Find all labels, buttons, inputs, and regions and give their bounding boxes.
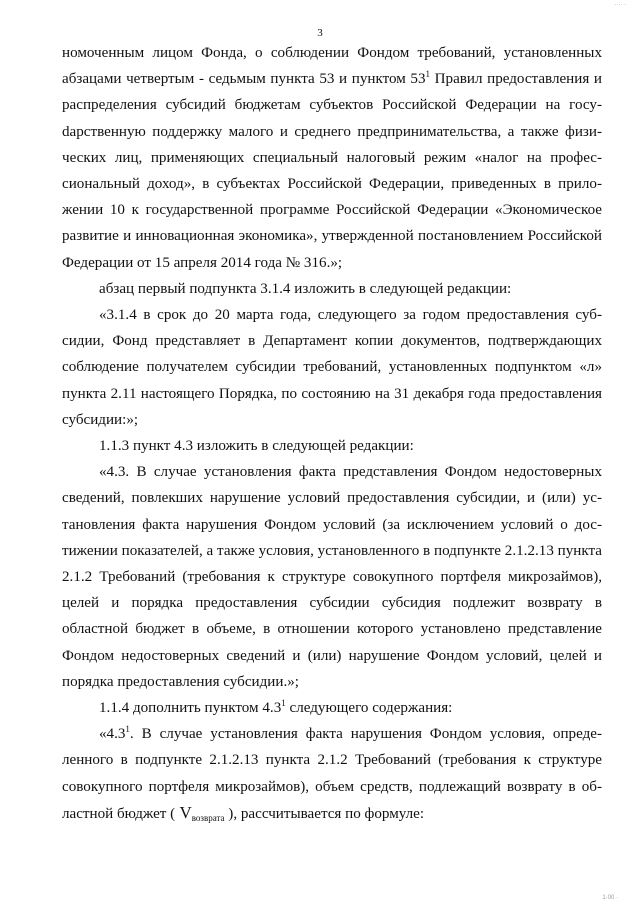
paragraph-text: ), рассчитывается по формуле:: [224, 805, 425, 822]
paragraph-item-1-1-4: [62, 695, 602, 721]
document-body: [62, 40, 602, 827]
formula-variable: [175, 803, 224, 822]
variable-subscript: возврата: [191, 812, 225, 823]
paragraph-text: Правил предоставления и распределения субсидий бюджетам субъектов Российской Федерации на госуdарственную поддержку малого и среднего предпринимательства, а также физических лиц, применяющих специальный налоговый режим «налог на профессиональный доход», в субъектах Российской Федерации, приведенных в приложении 10 к государственной программе Российской Федерации «Экономическое развитие и инновационная экономика», утвержденной постановлением Российской Федерации от 15 апреля 2014 года № 316.»;: [62, 71, 602, 271]
scan-mark-bottom: 1·00 ·: [602, 895, 618, 901]
scan-mark-top: ···· ·: [614, 2, 626, 8]
paragraph-quote-4-3-1: [62, 721, 602, 827]
paragraph-continuation: [62, 40, 602, 276]
page-number: 3: [317, 27, 323, 39]
paragraph-text: . В случае установления факта нарушения Фондом условия, определенного в подпункте 2.1.2.13 пункта 2.1.2 Требований (требования к структуре совокупного портфеля микрозаймов), объем средств, подлежащий возврату в областной бюджет (: [62, 726, 602, 822]
superscript: 1: [125, 724, 130, 735]
paragraph-item-1-1-3: 1.1.3 пункт 4.3 изложить в следующей редакции:: [99, 438, 414, 455]
paragraph-text: следующего содержания:: [285, 700, 453, 717]
paragraph-instruction: абзац первый подпункта 3.1.4 изложить в следующей редакции:: [99, 280, 512, 297]
paragraph-quote-3-1-4: «3.1.4 в срок до 20 марта года, следующего за годом предоставления субсидии, Фонд представляет в Департамент копии документов, подтверждающих соблюдение получателем субсидии требований, установленных подпунктом «л» пункта 2.11 настоящего Порядка, по состоянию на 31 декабря года предоставления субсидии:»;: [62, 307, 602, 428]
paragraph-text: 1.1.4 дополнить пунктом 4.3: [99, 700, 282, 717]
superscript: 1: [281, 698, 286, 709]
paragraph-text: номоченным лицом Фонда, о соблюдении Фондом требований, установленных абзацами четвертым - седьмым пункта 53 и пунктом 53: [62, 45, 602, 88]
variable-symbol: V: [179, 802, 192, 822]
superscript: 1: [425, 69, 430, 80]
paragraph-text: «4.3: [99, 726, 126, 743]
paragraph-quote-4-3: «4.3. В случае установления факта представления Фондом недостоверных сведений, повлекших нарушение условий предоставления субсидии, и (или) установления факта нарушения Фондом условий (за исключением условий о достижении показателей, а также условия, установленного в подпункте 2.1.2.13 пункта 2.1.2 Требований (требования к структуре совокупного портфеля микрозаймов), целей и порядка предоставления субсидии субсидия подлежит возврату в областной бюджет в объеме, в отношении которого установлено представление Фондом недостоверных сведений и (или) нарушение Фондом условий, целей и порядка предоставления субсидии.»;: [62, 464, 602, 690]
